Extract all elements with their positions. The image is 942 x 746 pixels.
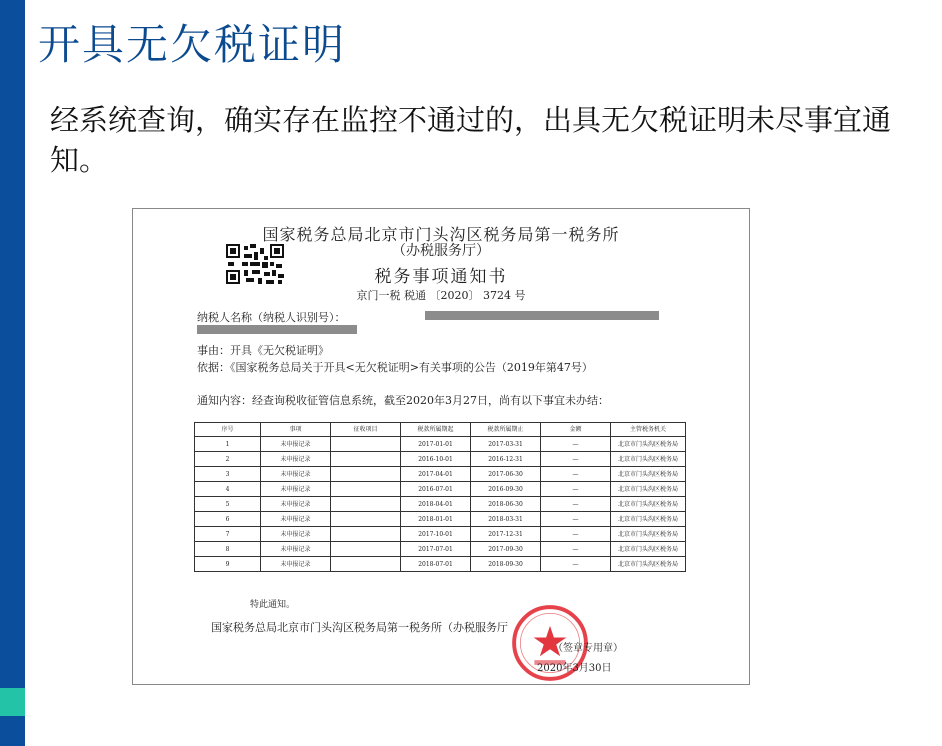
table-row [195, 542, 686, 557]
table-row [195, 527, 686, 542]
cell-amount: — [541, 482, 611, 497]
cell-period-end: 2017-06-30 [471, 467, 541, 482]
cell-index: 9 [195, 557, 261, 572]
cell-item: 未申报记录 [261, 557, 331, 572]
cell-index: 7 [195, 527, 261, 542]
tax-notice-document [132, 208, 750, 685]
doc-footer-org: 国家税务总局北京市门头沟区税务局第一税务所（办税服务厅 [211, 621, 508, 634]
slide-title: 开具无欠税证明 [38, 20, 347, 69]
col-header-item: 事项 [261, 423, 331, 437]
cell-index: 1 [195, 437, 261, 452]
table-row [195, 512, 686, 527]
cell-levy [331, 557, 401, 572]
col-header-index: 序号 [195, 423, 261, 437]
cell-period-start: 2017-10-01 [401, 527, 471, 542]
cell-period-end: 2017-12-31 [471, 527, 541, 542]
cell-amount: — [541, 542, 611, 557]
doc-special-notice: 特此通知。 [250, 600, 296, 610]
cell-period-start: 2016-10-01 [401, 452, 471, 467]
cell-period-start: 2017-01-01 [401, 437, 471, 452]
cell-authority: 北京市门头沟区税务局 [611, 497, 686, 512]
cell-levy [331, 542, 401, 557]
cell-period-start: 2018-04-01 [401, 497, 471, 512]
cell-period-end: 2016-09-30 [471, 482, 541, 497]
cell-amount: — [541, 452, 611, 467]
redacted-taxpayer-id [197, 325, 357, 334]
cell-period-end: 2018-03-31 [471, 512, 541, 527]
cell-authority: 北京市门头沟区税务局 [611, 437, 686, 452]
cell-period-end: 2017-09-30 [471, 542, 541, 557]
cell-authority: 北京市门头沟区税务局 [611, 527, 686, 542]
table-row [195, 452, 686, 467]
cell-period-start: 2018-01-01 [401, 512, 471, 527]
cell-item: 未申报记录 [261, 527, 331, 542]
cell-amount: — [541, 557, 611, 572]
cell-levy [331, 512, 401, 527]
cell-index: 4 [195, 482, 261, 497]
cell-levy [331, 497, 401, 512]
cell-period-end: 2016-12-31 [471, 452, 541, 467]
cell-amount: — [541, 527, 611, 542]
table-row [195, 467, 686, 482]
cell-item: 未申报记录 [261, 452, 331, 467]
cell-levy [331, 437, 401, 452]
cell-period-start: 2017-04-01 [401, 467, 471, 482]
cell-index: 3 [195, 467, 261, 482]
doc-header-title: 税务事项通知书 [374, 267, 508, 287]
outstanding-items-table [194, 422, 686, 572]
table-header-row [195, 423, 686, 437]
cell-period-end: 2017-03-31 [471, 437, 541, 452]
doc-number: 京门一税 税通 〔2020〕 3724 号 [356, 289, 526, 302]
cell-levy [331, 452, 401, 467]
cell-index: 8 [195, 542, 261, 557]
table-row [195, 437, 686, 452]
cell-authority: 北京市门头沟区税务局 [611, 557, 686, 572]
cell-authority: 北京市门头沟区税务局 [611, 512, 686, 527]
cell-authority: 北京市门头沟区税务局 [611, 482, 686, 497]
cell-item: 未申报记录 [261, 512, 331, 527]
cell-index: 6 [195, 512, 261, 527]
cell-authority: 北京市门头沟区税务局 [611, 452, 686, 467]
cell-amount: — [541, 467, 611, 482]
cell-levy [331, 527, 401, 542]
doc-footer-seal: （签章专用章） [553, 643, 623, 654]
cell-index: 2 [195, 452, 261, 467]
table-row [195, 497, 686, 512]
cell-authority: 北京市门头沟区税务局 [611, 542, 686, 557]
doc-footer-date: 2020年3月30日 [537, 663, 612, 674]
doc-header-org: 国家税务总局北京市门头沟区税务局第一税务所 [262, 225, 620, 244]
doc-matter: 事由：开具《无欠税证明》 [197, 344, 329, 357]
slide-sidebar [0, 0, 25, 746]
cell-item: 未申报记录 [261, 497, 331, 512]
col-header-levy: 征收项目 [331, 423, 401, 437]
cell-period-start: 2017-07-01 [401, 542, 471, 557]
col-header-amount: 金额 [541, 423, 611, 437]
col-header-authority: 主管税务机关 [611, 423, 686, 437]
col-header-period-start: 税款所属期起 [401, 423, 471, 437]
doc-basis: 依据：《国家税务总局关于开具<无欠税证明>有关事项的公告（2019年第47号） [197, 361, 593, 374]
cell-item: 未申报记录 [261, 467, 331, 482]
cell-levy [331, 467, 401, 482]
cell-amount: — [541, 437, 611, 452]
cell-amount: — [541, 512, 611, 527]
table-row [195, 557, 686, 572]
cell-authority: 北京市门头沟区税务局 [611, 467, 686, 482]
cell-period-end: 2018-06-30 [471, 497, 541, 512]
doc-header-hall: （办税服务厅） [392, 243, 490, 259]
cell-period-start: 2018-07-01 [401, 557, 471, 572]
cell-index: 5 [195, 497, 261, 512]
cell-period-end: 2018-09-30 [471, 557, 541, 572]
taxpayer-label: 纳税人名称（纳税人识别号）： [197, 311, 346, 324]
redacted-taxpayer-name [425, 311, 659, 320]
cell-levy [331, 482, 401, 497]
slide-sidebar-accent [0, 688, 25, 716]
col-header-period-end: 税款所属期止 [471, 423, 541, 437]
cell-item: 未申报记录 [261, 482, 331, 497]
doc-notice-content: 通知内容：经查询税收征管信息系统，截至2020年3月27日，尚有以下事宜未办结： [197, 394, 609, 407]
cell-item: 未申报记录 [261, 437, 331, 452]
cell-amount: — [541, 497, 611, 512]
cell-period-start: 2016-07-01 [401, 482, 471, 497]
table-row [195, 482, 686, 497]
cell-item: 未申报记录 [261, 542, 331, 557]
slide-body-text: 经系统查询，确实存在监控不通过的，出具无欠税证明未尽事宜通知。 [50, 103, 892, 177]
